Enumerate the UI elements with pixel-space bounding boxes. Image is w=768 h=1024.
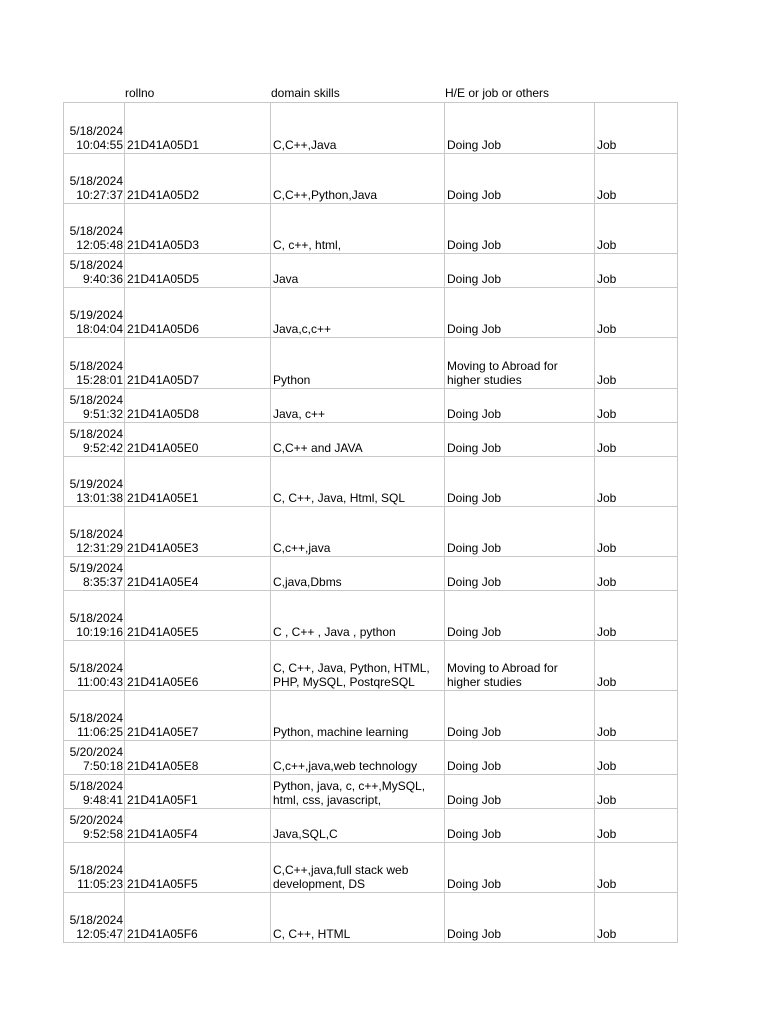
- he-job-cell: Doing Job: [445, 691, 595, 741]
- timestamp-cell: [64, 389, 125, 423]
- date-text: 5/18/2024: [69, 913, 123, 927]
- he-job-cell: Moving to Abroad for higher studies: [445, 338, 595, 389]
- table-row: [64, 557, 678, 591]
- date-text: 5/19/2024: [69, 308, 123, 322]
- timestamp-cell: [64, 557, 125, 591]
- time-text: 15:28:01: [76, 373, 123, 387]
- timestamp-cell: [64, 338, 125, 389]
- table-row: [64, 457, 678, 507]
- date-text: 5/18/2024: [69, 393, 123, 407]
- skills-cell: C,C++,Java: [271, 103, 445, 154]
- skills-cell: Java,c,c++: [271, 288, 445, 338]
- timestamp-cell: [64, 457, 125, 507]
- he-job-cell: Doing Job: [445, 288, 595, 338]
- skills-cell: Python, java, c, c++,MySQL, html, css, javascript,: [271, 775, 445, 809]
- rollno-cell: 21D41A05F5: [125, 843, 271, 893]
- timestamp-cell: [64, 254, 125, 288]
- date-text: 5/19/2024: [69, 561, 123, 575]
- he-job-cell: Doing Job: [445, 557, 595, 591]
- category-cell: Job: [595, 338, 678, 389]
- time-text: 7:50:18: [82, 759, 123, 773]
- he-job-cell: Doing Job: [445, 254, 595, 288]
- time-text: 9:48:41: [82, 793, 123, 807]
- skills-cell: C , C++ , Java , python: [271, 591, 445, 641]
- rollno-cell: 21D41A05D6: [125, 288, 271, 338]
- skills-cell: C,c++,java: [271, 507, 445, 557]
- skills-cell: Java,SQL,C: [271, 809, 445, 843]
- table-body: [64, 103, 678, 943]
- category-cell: Job: [595, 457, 678, 507]
- rollno-cell: 21D41A05D8: [125, 389, 271, 423]
- he-job-cell: Doing Job: [445, 457, 595, 507]
- rollno-cell: 21D41A05E3: [125, 507, 271, 557]
- timestamp-cell: [64, 103, 125, 154]
- category-cell: Job: [595, 103, 678, 154]
- rollno-cell: 21D41A05F4: [125, 809, 271, 843]
- time-text: 12:31:29: [76, 541, 123, 555]
- rollno-cell: 21D41A05E8: [125, 741, 271, 775]
- category-cell: Job: [595, 254, 678, 288]
- date-text: 5/18/2024: [69, 863, 123, 877]
- category-cell: Job: [595, 204, 678, 254]
- skills-cell: C,java,Dbms: [271, 557, 445, 591]
- header-rollno: rollno: [125, 86, 155, 100]
- category-cell: Job: [595, 641, 678, 691]
- table-row: [64, 741, 678, 775]
- date-text: 5/19/2024: [69, 477, 123, 491]
- rollno-cell: 21D41A05E1: [125, 457, 271, 507]
- category-cell: Job: [595, 389, 678, 423]
- category-cell: Job: [595, 741, 678, 775]
- rollno-cell: 21D41A05D7: [125, 338, 271, 389]
- date-text: 5/18/2024: [69, 124, 123, 138]
- category-cell: Job: [595, 809, 678, 843]
- skills-cell: C,C++ and JAVA: [271, 423, 445, 457]
- date-text: 5/18/2024: [69, 427, 123, 441]
- skills-cell: Python: [271, 338, 445, 389]
- table-row: [64, 591, 678, 641]
- he-job-cell: Doing Job: [445, 204, 595, 254]
- date-text: 5/18/2024: [69, 779, 123, 793]
- skills-cell: Python, machine learning: [271, 691, 445, 741]
- student-table: [63, 102, 678, 943]
- timestamp-cell: [64, 775, 125, 809]
- category-cell: Job: [595, 423, 678, 457]
- date-text: 5/18/2024: [69, 527, 123, 541]
- rollno-cell: 21D41A05D5: [125, 254, 271, 288]
- rollno-cell: 21D41A05F1: [125, 775, 271, 809]
- he-job-cell: Moving to Abroad for higher studies: [445, 641, 595, 691]
- table-row: [64, 154, 678, 204]
- skills-cell: C,C++,Python,Java: [271, 154, 445, 204]
- column-header-row: [63, 86, 677, 102]
- time-text: 9:52:58: [82, 827, 123, 841]
- time-text: 11:06:25: [77, 725, 123, 739]
- time-text: 18:04:04: [76, 322, 123, 336]
- timestamp-cell: [64, 591, 125, 641]
- rollno-cell: 21D41A05D3: [125, 204, 271, 254]
- rollno-cell: 21D41A05E6: [125, 641, 271, 691]
- he-job-cell: Doing Job: [445, 591, 595, 641]
- he-job-cell: Doing Job: [445, 423, 595, 457]
- time-text: 9:51:32: [82, 407, 123, 421]
- table-row: [64, 775, 678, 809]
- skills-cell: C, C++, HTML: [271, 893, 445, 943]
- rollno-cell: 21D41A05D2: [125, 154, 271, 204]
- category-cell: Job: [595, 557, 678, 591]
- date-text: 5/18/2024: [69, 661, 123, 675]
- skills-cell: C, C++, Java, Python, HTML, PHP, MySQL, PostqreSQL: [271, 641, 445, 691]
- timestamp-cell: [64, 809, 125, 843]
- he-job-cell: Doing Job: [445, 741, 595, 775]
- timestamp-cell: [64, 641, 125, 691]
- rollno-cell: 21D41A05E7: [125, 691, 271, 741]
- category-cell: Job: [595, 893, 678, 943]
- category-cell: Job: [595, 288, 678, 338]
- skills-cell: Java: [271, 254, 445, 288]
- table-row: [64, 254, 678, 288]
- date-text: 5/18/2024: [69, 711, 123, 725]
- he-job-cell: Doing Job: [445, 103, 595, 154]
- rollno-cell: 21D41A05E0: [125, 423, 271, 457]
- header-domain-skills: domain skills: [271, 86, 340, 100]
- skills-cell: C,C++,java,full stack web development, DS: [271, 843, 445, 893]
- time-text: 11:00:43: [77, 675, 123, 689]
- category-cell: Job: [595, 507, 678, 557]
- timestamp-cell: [64, 843, 125, 893]
- table-row: [64, 507, 678, 557]
- he-job-cell: Doing Job: [445, 893, 595, 943]
- time-text: 9:40:36: [82, 272, 123, 286]
- table-row: [64, 389, 678, 423]
- timestamp-cell: [64, 507, 125, 557]
- category-cell: Job: [595, 843, 678, 893]
- header-he-job: H/E or job or others: [445, 86, 550, 100]
- time-text: 8:35:37: [82, 575, 123, 589]
- time-text: 12:05:47: [76, 927, 123, 941]
- he-job-cell: Doing Job: [445, 154, 595, 204]
- date-text: 5/18/2024: [69, 258, 123, 272]
- he-job-cell: Doing Job: [445, 843, 595, 893]
- date-text: 5/20/2024: [69, 813, 123, 827]
- date-text: 5/18/2024: [69, 174, 123, 188]
- table-row: [64, 288, 678, 338]
- skills-cell: C,c++,java,web technology: [271, 741, 445, 775]
- rollno-cell: 21D41A05D1: [125, 103, 271, 154]
- table-row: [64, 809, 678, 843]
- timestamp-cell: [64, 691, 125, 741]
- category-cell: Job: [595, 591, 678, 641]
- table-row: [64, 893, 678, 943]
- rollno-cell: 21D41A05F6: [125, 893, 271, 943]
- timestamp-cell: [64, 154, 125, 204]
- he-job-cell: Doing Job: [445, 389, 595, 423]
- rollno-cell: 21D41A05E5: [125, 591, 271, 641]
- time-text: 11:05:23: [77, 877, 123, 891]
- time-text: 10:19:16: [76, 625, 123, 639]
- date-text: 5/18/2024: [69, 359, 123, 373]
- he-job-cell: Doing Job: [445, 809, 595, 843]
- timestamp-cell: [64, 288, 125, 338]
- time-text: 10:04:55: [76, 138, 123, 152]
- rollno-cell: 21D41A05E4: [125, 557, 271, 591]
- skills-cell: Java, c++: [271, 389, 445, 423]
- he-job-cell: Doing Job: [445, 507, 595, 557]
- he-job-cell: Doing Job: [445, 775, 595, 809]
- skills-cell: C, C++, Java, Html, SQL: [271, 457, 445, 507]
- table-row: [64, 843, 678, 893]
- time-text: 12:05:48: [76, 238, 123, 252]
- table-row: [64, 423, 678, 457]
- date-text: 5/18/2024: [69, 611, 123, 625]
- time-text: 13:01:38: [76, 491, 123, 505]
- table-row: [64, 103, 678, 154]
- timestamp-cell: [64, 423, 125, 457]
- category-cell: Job: [595, 691, 678, 741]
- table-row: [64, 691, 678, 741]
- date-text: 5/18/2024: [69, 224, 123, 238]
- category-cell: Job: [595, 154, 678, 204]
- table-row: [64, 204, 678, 254]
- timestamp-cell: [64, 893, 125, 943]
- time-text: 9:52:42: [82, 441, 123, 455]
- date-text: 5/20/2024: [69, 745, 123, 759]
- category-cell: Job: [595, 775, 678, 809]
- table-row: [64, 338, 678, 389]
- skills-cell: C, c++, html,: [271, 204, 445, 254]
- timestamp-cell: [64, 204, 125, 254]
- timestamp-cell: [64, 741, 125, 775]
- time-text: 10:27:37: [76, 188, 123, 202]
- table-row: [64, 641, 678, 691]
